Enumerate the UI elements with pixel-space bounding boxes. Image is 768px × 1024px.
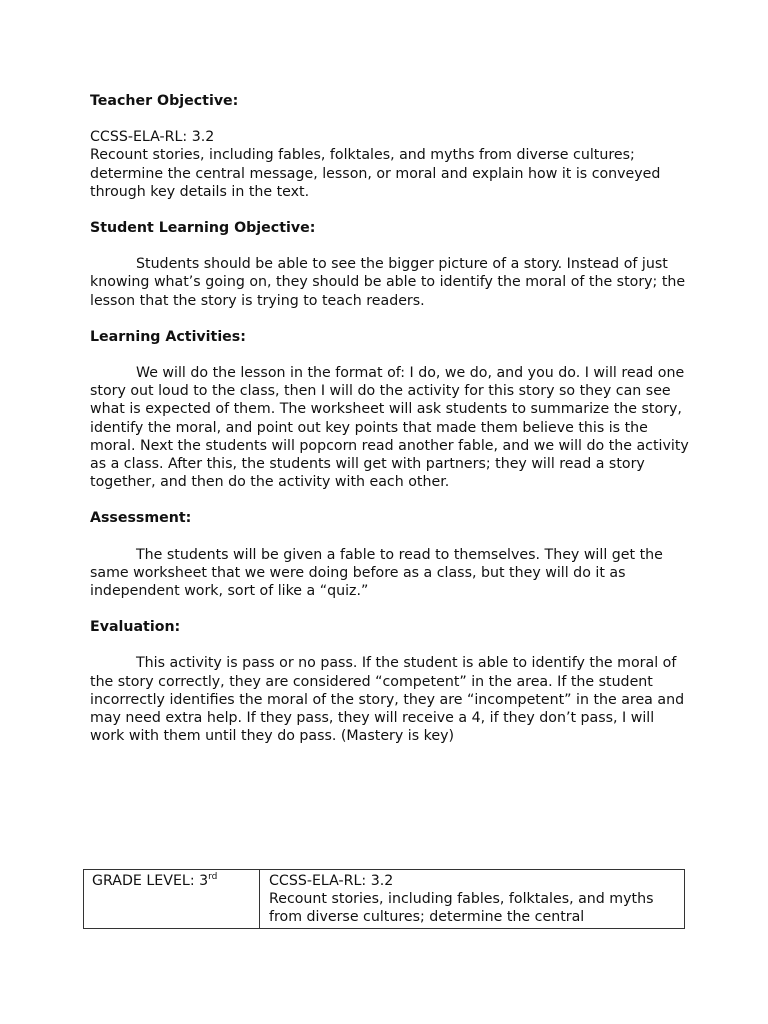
teacher-objective-standard: CCSS-ELA-RL: 3.2 bbox=[90, 129, 215, 146]
assessment-text: The students will be given a fable to read to themselves. They will get the same worksheet that we were doing before as a class, but they will do it as independent work, sort of like a “quiz.” bbox=[90, 546, 663, 600]
evaluation-heading: Evaluation: bbox=[90, 619, 181, 636]
spacer bbox=[90, 346, 690, 364]
spacer bbox=[90, 600, 690, 618]
learning-activities-text: We will do the lesson in the format of: I do, we do, and you do. I will read one story out loud to the class, then I will do the activity for this story so they can see what is expected of them. The worksheet will ask students to summarize the story, identify the moral, and point out key points that made them believe this is the moral. Next the students will popcorn read another fable, and we will do the activity as a class. After this, the students will get with partners; they will read a story together, and then do the activity with each other. bbox=[90, 365, 689, 491]
grade-level-suffix: rd bbox=[208, 872, 218, 882]
student-objective-text: Students should be able to see the bigger picture of a story. Instead of just knowing what’s going on, they should be able to identify the moral of the story; the lesson that the story is trying to teach readers. bbox=[90, 256, 686, 309]
spacer bbox=[90, 237, 690, 255]
standard-cell bbox=[261, 870, 684, 928]
grade-level-cell bbox=[84, 870, 260, 928]
table-standard-description: Recount stories, including fables, folktales, and myths from diverse cultures; determine the central bbox=[269, 891, 654, 926]
spacer bbox=[90, 528, 690, 546]
spacer bbox=[90, 491, 690, 509]
spacer bbox=[90, 201, 690, 219]
spacer bbox=[90, 310, 690, 328]
spacer bbox=[90, 110, 690, 128]
spacer bbox=[90, 636, 690, 654]
teacher-objective-heading: Teacher Objective: bbox=[90, 93, 239, 109]
document-body bbox=[90, 92, 690, 745]
learning-activities-heading: Learning Activities: bbox=[90, 328, 246, 345]
student-objective-heading: Student Learning Objective: bbox=[90, 220, 316, 237]
teacher-objective-text: Recount stories, including fables, folktales, and myths from diverse cultures; determine the central message, lesson, or moral and explain how it is conveyed through key details in the text. bbox=[90, 147, 661, 200]
evaluation-text: This activity is pass or no pass. If the student is able to identify the moral of the story correctly, they are considered “competent” in the area. If the student incorrectly identifies the moral of the story, they are “incompetent” in the area and may need extra help. If they pass, they will receive a 4, if they don’t pass, I will work with them until they do pass. (Mastery is key) bbox=[90, 655, 685, 745]
grade-level-label: GRADE LEVEL: 3 bbox=[92, 873, 209, 889]
table-standard-code: CCSS-ELA-RL: 3.2 bbox=[269, 873, 394, 889]
grade-standard-table bbox=[83, 869, 685, 929]
assessment-heading: Assessment: bbox=[90, 510, 192, 527]
